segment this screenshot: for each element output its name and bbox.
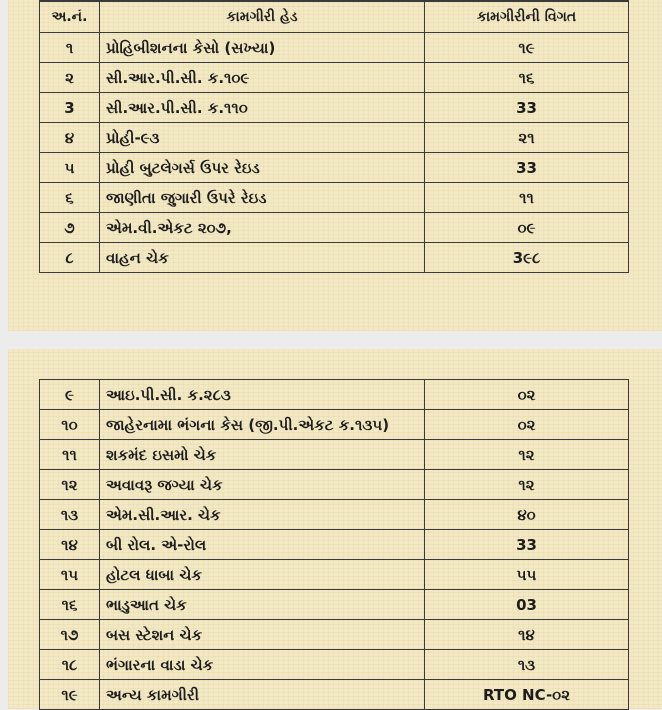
table-row: [40, 380, 629, 410]
row-serial-number: ૧૧: [40, 440, 100, 470]
table-row: [40, 530, 629, 560]
table-row: [40, 650, 629, 680]
row-serial-number: ૭: [40, 213, 100, 243]
row-work-head: બી રોલ. એ-રોલ: [100, 530, 425, 560]
row-work-detail: ૧૨: [425, 470, 629, 500]
row-work-detail: ૦૨: [425, 410, 629, 440]
row-work-detail: 3૯૮: [425, 243, 629, 273]
row-work-head: વાહન ચેક: [100, 243, 425, 273]
table-row: [40, 63, 629, 93]
table-row: [40, 213, 629, 243]
row-serial-number: ૮: [40, 243, 100, 273]
table-row: [40, 153, 629, 183]
row-work-detail: 33: [425, 530, 629, 560]
row-work-head: આઇ.પી.સી. ક.૨૮૩: [100, 380, 425, 410]
table-row: [40, 560, 629, 590]
row-serial-number: ૧૦: [40, 410, 100, 440]
row-work-head: ભાડુઆત ચેક: [100, 590, 425, 620]
row-serial-number: ૧૪: [40, 530, 100, 560]
table-row: [40, 410, 629, 440]
table-row: [40, 500, 629, 530]
row-work-detail: 33: [425, 93, 629, 123]
table-row: [40, 590, 629, 620]
row-work-detail: ૧૪: [425, 620, 629, 650]
table-row: [40, 183, 629, 213]
table-row: [40, 440, 629, 470]
table-row: [40, 243, 629, 273]
row-work-detail: ૧૯: [425, 33, 629, 63]
row-serial-number: ૧૨: [40, 470, 100, 500]
header-work-detail: કામગીરીની વિગત: [425, 1, 629, 33]
row-work-detail: ૧૩: [425, 650, 629, 680]
row-serial-number: ૪: [40, 123, 100, 153]
work-summary-table-1: [39, 0, 629, 273]
header-serial-number: અ.નં.: [40, 1, 100, 33]
row-work-detail: ૦૨: [425, 380, 629, 410]
row-serial-number: ૯: [40, 380, 100, 410]
row-serial-number: ૧૬: [40, 590, 100, 620]
row-work-detail: ૨૧: [425, 123, 629, 153]
table-body-1: [40, 33, 629, 273]
row-serial-number: ૨: [40, 63, 100, 93]
row-work-head: પ્રોહી-૯૩: [100, 123, 425, 153]
row-serial-number: 3: [40, 93, 100, 123]
row-work-head: જાણીતા જુગારી ઉપરે રેઇડ: [100, 183, 425, 213]
row-work-head: શકમંદ ઇસમો ચેક: [100, 440, 425, 470]
row-work-head: પ્રોહિબીશનના કેસો (સખ્યા): [100, 33, 425, 63]
row-work-head: ભંગારના વાડા ચેક: [100, 650, 425, 680]
row-serial-number: ૧૭: [40, 620, 100, 650]
row-work-head: અન્ય કામગીરી: [100, 680, 425, 710]
table-row: [40, 680, 629, 710]
row-work-head: હોટલ ધાબા ચેક: [100, 560, 425, 590]
page-panel-top: [8, 0, 662, 331]
row-work-detail: ૧૧: [425, 183, 629, 213]
row-work-detail: 03: [425, 590, 629, 620]
row-work-detail: ૧૬: [425, 63, 629, 93]
table-header-row: [40, 1, 629, 33]
row-work-detail: ૪૦: [425, 500, 629, 530]
row-work-head: સી.આર.પી.સી. ક.૧૧૦: [100, 93, 425, 123]
row-serial-number: ૧૩: [40, 500, 100, 530]
row-work-head: એમ.વી.એકટ ૨૦૭,: [100, 213, 425, 243]
row-work-head: સી.આર.પી.સી. ક.૧૦૯: [100, 63, 425, 93]
row-work-detail: RTO NC-૦૨: [425, 680, 629, 710]
row-serial-number: ૧૫: [40, 560, 100, 590]
header-work-head: કામગીરી હેડ: [100, 1, 425, 33]
row-work-detail: 33: [425, 153, 629, 183]
row-work-detail: ૧૨: [425, 440, 629, 470]
row-serial-number: ૧: [40, 33, 100, 63]
table-row: [40, 33, 629, 63]
work-summary-table-2: [39, 379, 629, 710]
row-work-head: એમ.સી.આર. ચેક: [100, 500, 425, 530]
row-serial-number: ૬: [40, 183, 100, 213]
table-body-2: [40, 380, 629, 710]
table-row: [40, 620, 629, 650]
table-row: [40, 93, 629, 123]
row-serial-number: ૧૯: [40, 680, 100, 710]
row-work-head: બસ સ્ટેશન ચેક: [100, 620, 425, 650]
row-work-head: અવાવરૂ જગ્યા ચેક: [100, 470, 425, 500]
row-work-detail: ૦૯: [425, 213, 629, 243]
page-panel-bottom: [8, 349, 662, 709]
row-work-detail: ૫૫: [425, 560, 629, 590]
table-row: [40, 123, 629, 153]
row-work-head: પ્રોહી બુટલેગર્સ ઉપર રેઇડ: [100, 153, 425, 183]
row-serial-number: ૫: [40, 153, 100, 183]
row-serial-number: ૧૮: [40, 650, 100, 680]
row-work-head: જાહેરનામા ભંગના કેસ (જી.પી.એકટ ક.૧૩૫): [100, 410, 425, 440]
table-row: [40, 470, 629, 500]
